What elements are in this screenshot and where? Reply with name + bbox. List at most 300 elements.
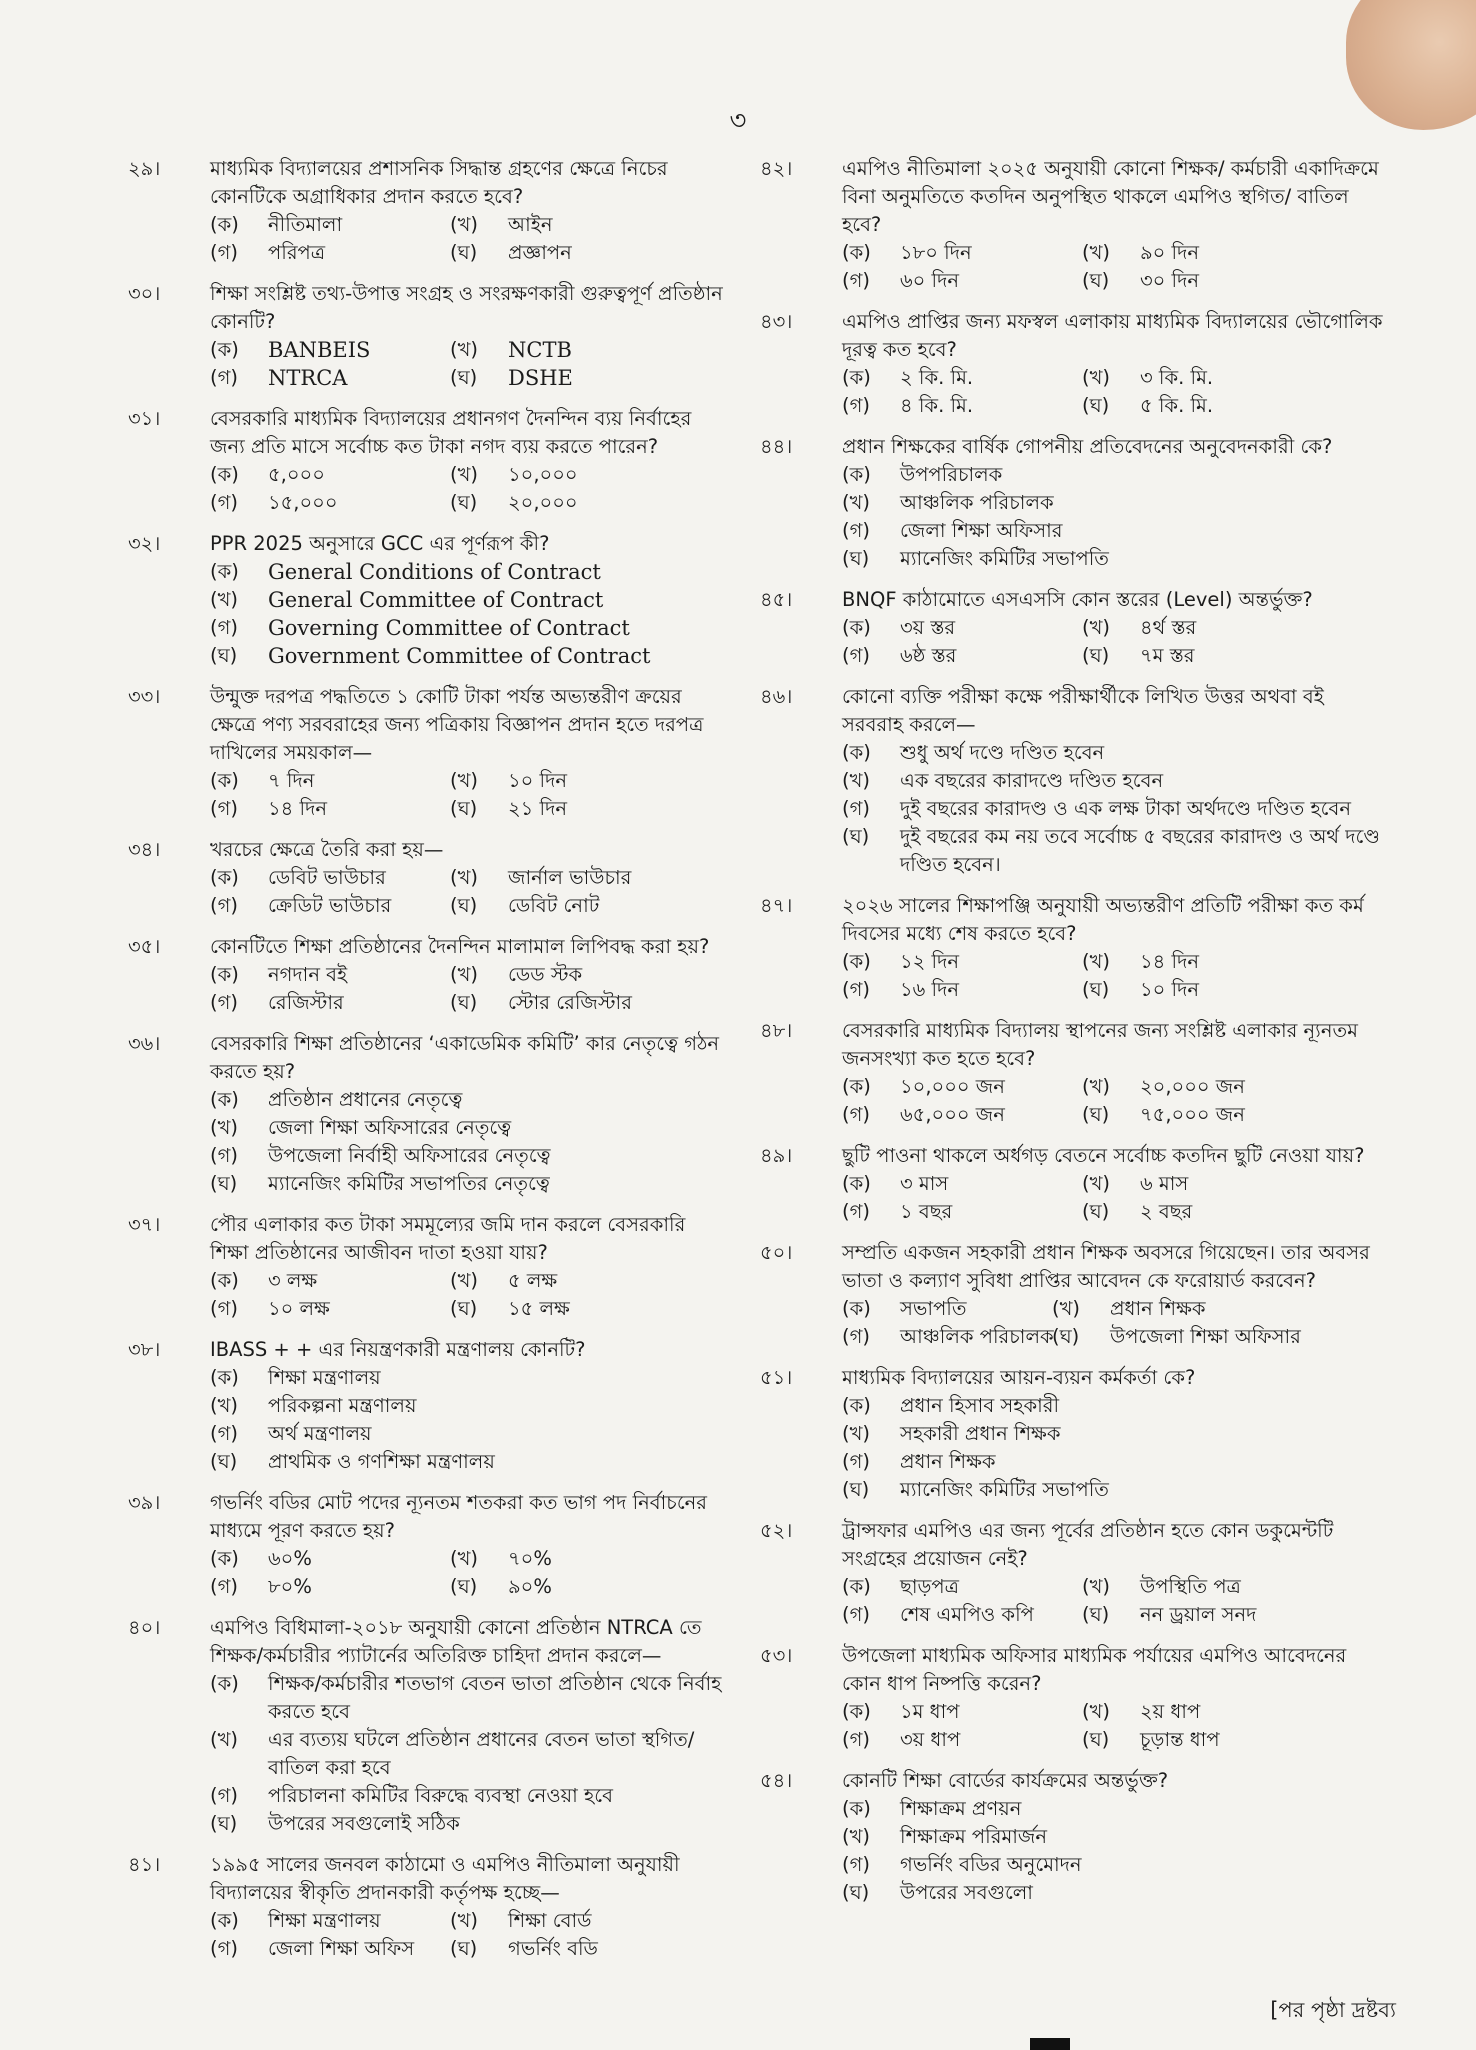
question-text: বেসরকারি মাধ্যমিক বিদ্যালয় স্থাপনের জন্য সংশ্লিষ্ট এলাকার ন্যূনতম জনসংখ্যা কত হতে হবে? xyxy=(842,1019,1358,1070)
answer-option xyxy=(1082,1170,1342,1198)
answer-option xyxy=(1082,614,1342,642)
option-label: (ঘ) xyxy=(450,1937,478,1960)
answer-options xyxy=(210,211,728,267)
option-text: ছাড়পত্র xyxy=(900,1575,959,1598)
option-label: (ক) xyxy=(842,366,871,389)
option-text: ৮০% xyxy=(268,1575,312,1598)
answer-option xyxy=(1082,392,1342,420)
answer-option xyxy=(842,976,1082,1004)
answer-option xyxy=(1082,1198,1342,1226)
answer-options xyxy=(210,1545,728,1601)
option-label: (গ) xyxy=(210,1422,238,1445)
option-label: (ঘ) xyxy=(1082,1103,1110,1126)
answer-options xyxy=(842,461,1390,573)
option-label: (খ) xyxy=(1082,1700,1111,1723)
question-item xyxy=(760,1239,1390,1351)
option-text: ১৪ দিন xyxy=(268,797,327,820)
option-text: ১৬ দিন xyxy=(900,978,959,1001)
answer-option xyxy=(210,489,450,517)
question-item xyxy=(128,155,728,267)
question-text: এমপিও প্রাপ্তির জন্য মফস্বল এলাকায় মাধ্যমিক বিদ্যালয়ের ভৌগোলিক দূরত্ব কত হবে? xyxy=(842,310,1383,361)
option-text: DSHE xyxy=(508,366,573,390)
option-text: ৬ মাস xyxy=(1140,1172,1189,1195)
question-number: ৪৪। xyxy=(760,435,793,458)
question-item xyxy=(128,1211,728,1323)
answer-option xyxy=(1052,1295,1352,1323)
question-text: IBASS + + এর নিয়ন্ত্রণকারী মন্ত্রণালয় কোনটি? xyxy=(210,1338,586,1361)
option-text: ৭৫,০০০ জন xyxy=(1140,1103,1245,1126)
answer-option xyxy=(842,392,1082,420)
option-text: ম্যানেজিং কমিটির সভাপতি xyxy=(900,1478,1109,1501)
option-label: (খ) xyxy=(1082,616,1111,639)
option-text: চূড়ান্ত ধাপ xyxy=(1140,1728,1220,1751)
option-text: জেলা শিক্ষা অফিসারের নেতৃত্বে xyxy=(268,1116,512,1139)
option-text: ৯০% xyxy=(508,1575,552,1598)
answer-option xyxy=(210,1545,450,1573)
question-text: পৌর এলাকার কত টাকা সমমূল্যের জমি দান করলে বেসরকারি শিক্ষা প্রতিষ্ঠানের আজীবন দাতা হওয়া যায়? xyxy=(210,1213,686,1264)
answer-option xyxy=(842,267,1082,295)
option-text: শিক্ষাক্রম পরিমার্জন xyxy=(900,1825,1048,1848)
answer-option xyxy=(842,1392,1390,1420)
option-label: (ঘ) xyxy=(450,1575,478,1598)
answer-option xyxy=(842,1323,1052,1351)
answer-option xyxy=(842,1879,1390,1907)
option-label: (খ) xyxy=(450,769,479,792)
answer-option xyxy=(1082,364,1342,392)
question-number: ৪৯। xyxy=(760,1144,793,1167)
question-number: ৪৬। xyxy=(760,685,793,708)
option-label: (খ) xyxy=(450,213,479,236)
option-text: প্রতিষ্ঠান প্রধানের নেতৃত্বে xyxy=(268,1088,463,1111)
option-text: প্রাথমিক ও গণশিক্ষা মন্ত্রণালয় xyxy=(268,1450,495,1473)
question-item xyxy=(760,308,1390,420)
question-item xyxy=(760,1642,1390,1754)
option-label: (ঘ) xyxy=(450,991,478,1014)
question-number: ৪২। xyxy=(760,157,793,180)
answer-option xyxy=(210,1364,728,1392)
option-label: (গ) xyxy=(842,1103,870,1126)
question-text: মাধ্যমিক বিদ্যালয়ের আয়ন-ব্যয়ন কর্মকর্তা কে? xyxy=(842,1366,1196,1389)
question-number: ৫২। xyxy=(760,1519,793,1542)
option-text: ক্রেডিট ভাউচার xyxy=(268,894,392,917)
option-label: (ক) xyxy=(842,1575,871,1598)
answer-option xyxy=(842,489,1390,517)
option-label: (ঘ) xyxy=(450,894,478,917)
question-item xyxy=(128,683,728,823)
option-text: উপস্থিতি পত্র xyxy=(1140,1575,1241,1598)
option-label: (গ) xyxy=(842,797,870,820)
option-label: (ক) xyxy=(210,769,239,792)
option-text: নন ড্রয়াল সনদ xyxy=(1140,1603,1257,1626)
answer-option xyxy=(1082,1573,1342,1601)
answer-option xyxy=(210,1086,728,1114)
answer-option xyxy=(210,239,450,267)
option-text: ১০ লক্ষ xyxy=(268,1297,330,1320)
answer-option xyxy=(450,795,710,823)
answer-option xyxy=(842,1573,1082,1601)
option-label: (গ) xyxy=(210,894,238,917)
answer-options xyxy=(842,1573,1390,1629)
option-label: (ক) xyxy=(842,241,871,264)
option-label: (খ) xyxy=(210,1116,239,1139)
option-text: উপজেলা শিক্ষা অফিসার xyxy=(1110,1325,1301,1348)
answer-option xyxy=(842,1851,1390,1879)
option-label: (খ) xyxy=(450,1909,479,1932)
option-label: (ঘ) xyxy=(450,366,478,389)
answer-option xyxy=(210,1448,728,1476)
option-label: (গ) xyxy=(842,1728,870,1751)
option-text: আইন xyxy=(508,213,553,236)
option-text: ১২ দিন xyxy=(900,950,959,973)
option-label: (ক) xyxy=(210,1269,239,1292)
answer-option xyxy=(1082,948,1342,976)
option-text: পরিপত্র xyxy=(268,241,326,264)
question-text: PPR 2025 অনুসারে GCC এর পূর্ণরূপ কী? xyxy=(210,532,550,555)
question-item xyxy=(128,1336,728,1476)
option-text: জেলা শিক্ষা অফিসার xyxy=(900,519,1063,542)
option-label: (ক) xyxy=(842,741,871,764)
answer-option xyxy=(210,558,728,586)
option-text: ১০ দিন xyxy=(1140,978,1199,1001)
option-label: (ঘ) xyxy=(842,547,870,570)
answer-option xyxy=(1052,1323,1352,1351)
option-label: (ক) xyxy=(842,616,871,639)
option-text: পরিচালনা কমিটির বিরুদ্ধে ব্যবস্থা নেওয়া হবে xyxy=(268,1784,613,1807)
option-text: সভাপতি xyxy=(900,1297,967,1320)
answer-option xyxy=(842,1420,1390,1448)
option-label: (ক) xyxy=(842,1797,871,1820)
option-label: (ঘ) xyxy=(1082,978,1110,1001)
answer-option xyxy=(450,1295,710,1323)
answer-option xyxy=(842,517,1390,545)
answer-option xyxy=(842,795,1390,823)
option-text: Governing Committee of Contract xyxy=(268,616,630,640)
option-label: (ঘ) xyxy=(210,1172,238,1195)
answer-options xyxy=(210,461,728,517)
answer-option xyxy=(450,1907,710,1935)
answer-option xyxy=(210,892,450,920)
answer-option xyxy=(842,1726,1082,1754)
option-text: আঞ্চলিক পরিচালক xyxy=(900,491,1054,514)
option-text: শিক্ষাক্রম প্রণয়ন xyxy=(900,1797,1022,1820)
option-text: ৭ম স্তর xyxy=(1140,644,1195,667)
option-label: (গ) xyxy=(842,1603,870,1626)
question-number: ৪৩। xyxy=(760,310,793,333)
option-text: পরিকল্পনা মন্ত্রণালয় xyxy=(268,1394,417,1417)
question-text: গভর্নিং বডির মোট পদের ন্যূনতম শতকরা কত ভাগ পদ নির্বাচনের মাধ্যমে পূরণ করতে হয়? xyxy=(210,1491,708,1542)
question-item xyxy=(760,433,1390,573)
question-text: প্রধান শিক্ষকের বার্ষিক গোপনীয় প্রতিবেদনের অনুবেদনকারী কে? xyxy=(842,435,1333,458)
option-text: ২ কি. মি. xyxy=(900,366,974,389)
answer-option xyxy=(842,1170,1082,1198)
option-text: প্রজ্ঞাপন xyxy=(508,241,572,264)
option-text: জেলা শিক্ষা অফিস xyxy=(268,1937,415,1960)
option-label: (গ) xyxy=(842,1450,870,1473)
option-text: প্রধান হিসাব সহকারী xyxy=(900,1394,1060,1417)
option-text: BANBEIS xyxy=(268,338,371,362)
option-text: ১০,০০০ জন xyxy=(900,1075,1005,1098)
option-text: ৭ দিন xyxy=(268,769,315,792)
option-label: (খ) xyxy=(450,963,479,986)
question-text: কোনটি শিক্ষা বোর্ডের কার্যক্রমের অন্তর্ভুক্ত? xyxy=(842,1769,1169,1792)
option-label: (ঘ) xyxy=(210,1812,238,1835)
question-text: কোনো ব্যক্তি পরীক্ষা কক্ষে পরীক্ষার্থীকে লিখিত উত্তর অথবা বই সরবরাহ করলে— xyxy=(842,685,1324,736)
option-label: (খ) xyxy=(210,1394,239,1417)
question-number: ৩৯। xyxy=(128,1491,161,1514)
question-number: ৩৭। xyxy=(128,1213,161,1236)
option-label: (ক) xyxy=(842,1172,871,1195)
continued-footer: [পর পৃষ্ঠা দ্রষ্টব্য xyxy=(1270,1998,1396,2022)
option-label: (ঘ) xyxy=(1082,644,1110,667)
answer-option xyxy=(842,1698,1082,1726)
option-label: (গ) xyxy=(210,1937,238,1960)
option-text: ১৪ দিন xyxy=(1140,950,1199,973)
option-text: শিক্ষা বোর্ড xyxy=(508,1909,592,1932)
option-label: (খ) xyxy=(450,463,479,486)
question-text: উপজেলা মাধ্যমিক অফিসার মাধ্যমিক পর্যায়ের এমপিও আবেদনের কোন ধাপ নিষ্পত্তি করেন? xyxy=(842,1644,1347,1695)
question-item xyxy=(128,530,728,670)
option-label: (খ) xyxy=(450,866,479,889)
question-number: ৩৬। xyxy=(128,1032,161,1055)
option-text: ৪র্থ স্তর xyxy=(1140,616,1197,639)
question-item xyxy=(760,1767,1390,1907)
answer-option xyxy=(210,642,728,670)
question-text: ছুটি পাওনা থাকলে অর্ধগড় বেতনে সর্বোচ্চ কতদিন ছুটি নেওয়া যায়? xyxy=(842,1144,1365,1167)
question-number: ৩২। xyxy=(128,532,161,555)
option-label: (ঘ) xyxy=(842,1881,870,1904)
option-label: (ক) xyxy=(210,963,239,986)
answer-option xyxy=(1082,1698,1342,1726)
option-text: এর ব্যত্যয় ঘটলে প্রতিষ্ঠান প্রধানের বেতন ভাতা স্থগিত/বাতিল করা হবে xyxy=(268,1728,695,1779)
option-label: (খ) xyxy=(842,1825,871,1848)
option-text: ২০,০০০ জন xyxy=(1140,1075,1245,1098)
option-text: ১ বছর xyxy=(900,1200,953,1223)
answer-options xyxy=(842,948,1390,1004)
option-text: ৫ লক্ষ xyxy=(508,1269,558,1292)
option-label: (গ) xyxy=(210,1297,238,1320)
option-label: (গ) xyxy=(842,394,870,417)
answer-option xyxy=(210,1573,450,1601)
option-text: ৪ কি. মি. xyxy=(900,394,974,417)
option-label: (ক) xyxy=(842,950,871,973)
answer-options xyxy=(210,767,728,823)
option-text: ডেবিট ভাউচার xyxy=(268,866,386,889)
option-text: ৩ কি. মি. xyxy=(1140,366,1214,389)
option-label: (ক) xyxy=(210,1366,239,1389)
option-label: (ঘ) xyxy=(1082,394,1110,417)
question-text: বেসরকারি মাধ্যমিক বিদ্যালয়ের প্রধানগণ দৈনন্দিন ব্যয় নির্বাহের জন্য প্রতি মাসে সর্বোচ্চ কত টাকা নগদ ব্যয় করতে পারেন? xyxy=(210,407,692,458)
answer-option xyxy=(210,1420,728,1448)
answer-option xyxy=(210,211,450,239)
option-text: General Conditions of Contract xyxy=(268,560,601,584)
question-number: ৩৮। xyxy=(128,1338,161,1361)
option-label: (গ) xyxy=(842,519,870,542)
answer-option xyxy=(210,1114,728,1142)
option-text: ম্যানেজিং কমিটির সভাপতি xyxy=(900,547,1109,570)
option-label: (গ) xyxy=(842,978,870,1001)
answer-option xyxy=(210,1670,728,1726)
answer-option xyxy=(842,1476,1390,1504)
answer-options xyxy=(842,364,1390,420)
answer-option xyxy=(210,795,450,823)
answer-option xyxy=(210,864,450,892)
question-item xyxy=(760,586,1390,670)
question-number: ৪৫। xyxy=(760,588,793,611)
option-text: ৩ মাস xyxy=(900,1172,949,1195)
option-text: প্রধান শিক্ষক xyxy=(900,1450,996,1473)
option-label: (ঘ) xyxy=(450,491,478,514)
question-item xyxy=(128,280,728,392)
question-number: ৪৮। xyxy=(760,1019,793,1042)
option-text: গভর্নিং বডির অনুমোদন xyxy=(900,1853,1082,1876)
answer-option xyxy=(842,739,1390,767)
option-text: দুই বছরের কম নয় তবে সর্বোচ্চ ৫ বছরের কারাদণ্ড ও অর্থ দণ্ডে দণ্ডিত হবেন। xyxy=(900,825,1380,876)
answer-options xyxy=(842,1698,1390,1754)
option-label: (খ) xyxy=(1082,950,1111,973)
option-text: শিক্ষা মন্ত্রণালয় xyxy=(268,1366,381,1389)
answer-option xyxy=(1082,642,1342,670)
option-label: (ক) xyxy=(210,1547,239,1570)
option-label: (খ) xyxy=(842,491,871,514)
answer-option xyxy=(210,1142,728,1170)
option-text: গভর্নিং বডি xyxy=(508,1937,598,1960)
answer-option xyxy=(210,614,728,642)
option-text: ১৫,০০০ xyxy=(268,491,338,514)
answer-option xyxy=(1082,1726,1342,1754)
option-text: ৩য় স্তর xyxy=(900,616,956,639)
option-label: (খ) xyxy=(1082,1575,1111,1598)
option-label: (ঘ) xyxy=(450,797,478,820)
answer-option xyxy=(1082,1073,1342,1101)
answer-option xyxy=(450,364,710,392)
option-label: (গ) xyxy=(210,1784,238,1807)
answer-option xyxy=(450,239,710,267)
option-label: (গ) xyxy=(842,1325,870,1348)
option-label: (গ) xyxy=(210,1144,238,1167)
answer-options xyxy=(210,961,728,1017)
answer-options xyxy=(842,239,1390,295)
answer-option xyxy=(210,586,728,614)
answer-option xyxy=(842,642,1082,670)
option-label: (ঘ) xyxy=(842,825,870,848)
question-item xyxy=(760,1017,1390,1129)
option-label: (ঘ) xyxy=(842,1478,870,1501)
answer-option xyxy=(450,767,710,795)
answer-option xyxy=(450,1935,710,1963)
option-text: ডেড স্টক xyxy=(508,963,583,986)
answer-option xyxy=(210,1935,450,1963)
option-label: (ক) xyxy=(210,1672,239,1695)
option-label: (গ) xyxy=(210,991,238,1014)
question-text: খরচের ক্ষেত্রে তৈরি করা হয়— xyxy=(210,838,444,861)
option-text: শেষ এমপিও কপি xyxy=(900,1603,1034,1626)
option-text: ৯০ দিন xyxy=(1140,241,1199,264)
option-label: (খ) xyxy=(450,338,479,361)
option-text: ৫ কি. মি. xyxy=(1140,394,1214,417)
question-item xyxy=(760,155,1390,295)
option-label: (খ) xyxy=(450,1269,479,1292)
option-label: (গ) xyxy=(210,797,238,820)
question-text: মাধ্যমিক বিদ্যালয়ের প্রশাসনিক সিদ্ধান্ত গ্রহণের ক্ষেত্রে নিচের কোনটিকে অগ্রাধিকার প্রদান করতে হবে? xyxy=(210,157,668,208)
question-item xyxy=(128,1614,728,1838)
option-label: (গ) xyxy=(842,1853,870,1876)
option-label: (ক) xyxy=(210,866,239,889)
answer-option xyxy=(450,489,710,517)
answer-option xyxy=(842,823,1390,879)
question-number: ৫৩। xyxy=(760,1644,793,1667)
question-text: কোনটিতে শিক্ষা প্রতিষ্ঠানের দৈনন্দিন মালামাল লিপিবদ্ধ করা হয়? xyxy=(210,935,710,958)
answer-option xyxy=(842,614,1082,642)
question-text: ট্রান্সফার এমপিও এর জন্য পূর্বের প্রতিষ্ঠান হতে কোন ডকুমেন্টটি সংগ্রহের প্রয়োজন নেই? xyxy=(842,1519,1334,1570)
option-text: ৬৫,০০০ জন xyxy=(900,1103,1005,1126)
answer-option xyxy=(842,364,1082,392)
option-text: অর্থ মন্ত্রণালয় xyxy=(268,1422,372,1445)
option-label: (ক) xyxy=(210,463,239,486)
option-label: (ঘ) xyxy=(1082,1728,1110,1751)
answer-option xyxy=(842,948,1082,976)
option-text: ৬ষ্ঠ স্তর xyxy=(900,644,957,667)
option-label: (গ) xyxy=(210,1575,238,1598)
page-edge-mark xyxy=(1030,2038,1070,2050)
question-number: ৪০। xyxy=(128,1616,161,1639)
question-number: ৫০। xyxy=(760,1241,793,1264)
answer-option xyxy=(450,1545,710,1573)
question-number: ৩৩। xyxy=(128,685,161,708)
question-item xyxy=(128,1851,728,1963)
answer-option xyxy=(842,1073,1082,1101)
answer-option xyxy=(450,211,710,239)
answer-option xyxy=(842,545,1390,573)
question-item xyxy=(128,405,728,517)
answer-option xyxy=(842,767,1390,795)
option-text: দুই বছরের কারাদণ্ড ও এক লক্ষ টাকা অর্থদণ্ডে দণ্ডিত হবেন xyxy=(900,797,1352,820)
answer-option xyxy=(842,239,1082,267)
option-text: ২ বছর xyxy=(1140,1200,1193,1223)
answer-options xyxy=(210,1670,728,1838)
option-label: (খ) xyxy=(842,769,871,792)
option-label: (খ) xyxy=(1052,1297,1081,1320)
option-text: ৬০% xyxy=(268,1547,312,1570)
answer-option xyxy=(450,989,710,1017)
option-label: (খ) xyxy=(1082,1172,1111,1195)
question-item xyxy=(128,1489,728,1601)
page-number: ৩ xyxy=(729,106,747,136)
answer-option xyxy=(210,989,450,1017)
option-label: (খ) xyxy=(210,588,239,611)
option-label: (খ) xyxy=(842,1422,871,1445)
option-label: (খ) xyxy=(450,1547,479,1570)
option-text: নীতিমালা xyxy=(268,213,343,236)
option-label: (ঘ) xyxy=(450,1297,478,1320)
answer-option xyxy=(1082,239,1342,267)
option-text: উপরের সবগুলোই সঠিক xyxy=(268,1812,460,1835)
question-item xyxy=(128,1030,728,1198)
option-label: (গ) xyxy=(842,269,870,292)
question-number: ৪৭। xyxy=(760,894,793,917)
option-text: সহকারী প্রধান শিক্ষক xyxy=(900,1422,1061,1445)
question-text: শিক্ষা সংশ্লিষ্ট তথ্য-উপাত্ত সংগ্রহ ও সংরক্ষণকারী গুরুত্বপূর্ণ প্রতিষ্ঠান কোনটি? xyxy=(210,282,723,333)
answer-option xyxy=(210,1170,728,1198)
option-label: (গ) xyxy=(842,1200,870,1223)
question-item xyxy=(760,683,1390,879)
option-label: (গ) xyxy=(210,491,238,514)
answer-option xyxy=(210,1726,728,1782)
option-label: (ক) xyxy=(842,1394,871,1417)
option-text: উপজেলা নির্বাহী অফিসারের নেতৃত্বে xyxy=(268,1144,551,1167)
option-label: (ক) xyxy=(210,213,239,236)
answer-option xyxy=(842,1795,1390,1823)
option-text: ডেবিট নোট xyxy=(508,894,600,917)
